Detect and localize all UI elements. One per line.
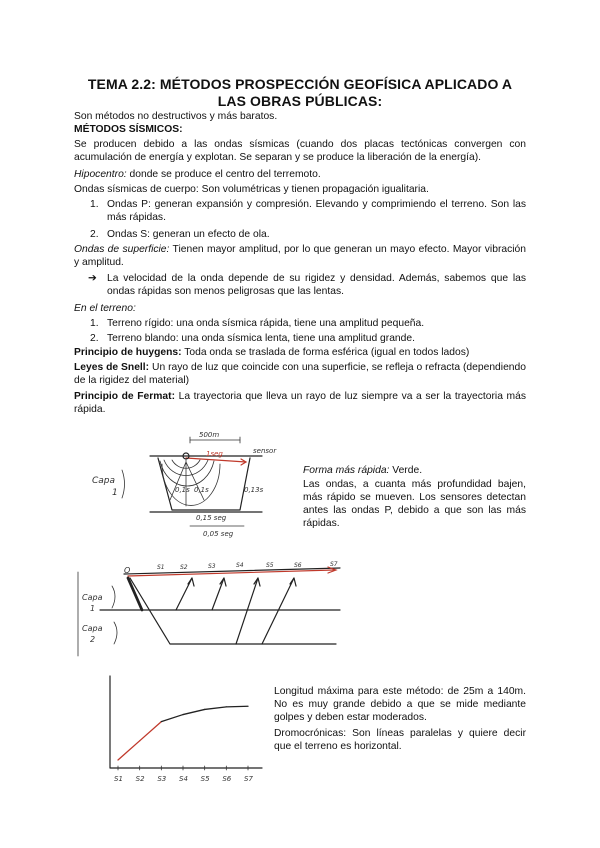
sketch1-value-3: 0,13s [244,486,264,494]
chart-line-segment-3 [161,715,183,722]
sketch2-sensor-s6: S6 [294,562,302,569]
sketch2-sensor-s3: S3 [208,563,216,570]
sketch1-value-1: 0,1s [175,486,190,494]
terreno-list-num-2: 2. [90,333,99,344]
chart-tick-label-s7: S7 [244,775,253,783]
velocidad-item: La velocidad de la onda depende de su rigidez y densidad. Además, sabemos que las ondas rápidas son menos peligrosas que las lentas. [107,273,526,297]
sketch2-sensor-s1: S1 [157,564,165,571]
chart-tick-label-s6: S6 [222,775,232,783]
sketch1-value-2: 0,1s [194,486,209,494]
chart-tick-label-s3: S3 [157,775,167,783]
terreno-list-item-1: Terreno rígido: una onda sísmica rápida, tiene una amplitud pequeña. [107,318,425,329]
sketch2-capa2-num: 2 [90,635,96,644]
huygens-label: Principio de huygens: [74,347,182,358]
chart-axes [110,676,262,768]
sketch2-sensor-s4: S4 [236,562,244,569]
sketch1-bottom-2: 0,05 seg [203,530,234,538]
huygens-text: Toda onda se traslada de forma esférica (igual en todos lados) [181,347,470,358]
sketch2-origin: O [124,566,131,575]
sketch2-sensor-s2: S2 [180,564,188,571]
chart-line-segment-2 [140,722,162,741]
sketch1-capa-label: Capa [92,476,116,486]
terreno-list-item-2: Terreno blando: una onda sísmica lenta, tiene una amplitud grande. [107,333,415,344]
sketch2-capa2-label: Capa [82,624,103,633]
sismicos-paragraph: Se producen debido a las ondas sísmicas (cuando dos placas tectónicas convergen con acumulación de energía y explotan. Se separan y se produce la liberación de la energía). [74,139,526,163]
forma-paragraph: Las ondas, a cuanta más profundidad bajen, más rápido se mueven. Los sensores detectan antes las ondas P, debido a que son las más rápidas. [303,479,526,529]
snell-text: Un rayo de luz que coincide con una superficie, se refleja o refracta (dependiendo de la rigidez del material) [74,362,526,386]
sismicos-heading: MÉTODOS SÍSMICOS: [74,124,183,135]
superficie-text: Tienen mayor amplitud, por lo que generan un mayo efecto. Mayor vibración y amplitud. [74,244,526,268]
forma-value: Verde. [389,465,423,476]
dromocronicas-paragraph: Dromocrónicas: Son líneas paralelas y quiere decir que el terreno es horizontal. [274,728,526,752]
chart-tick-label-s1: S1 [114,775,123,783]
superficie-label: Ondas de superficie: [74,244,170,255]
chart-line-segment-6 [226,706,248,707]
sketch2-sensor-s7: S7 [330,561,338,568]
terreno-label: En el terreno: [74,303,136,314]
cuerpo-line: Ondas sísmicas de cuerpo: Son volumétricas y tienen propagación igualitaria. [74,184,429,195]
cuerpo-list-item-1: Ondas P: generan expansión y compresión. Elevando y comprimiendo el terreno. Son las más rápidas. [107,199,526,223]
sketch2-capa1-label: Capa [82,593,103,602]
hipocentro-label: Hipocentro: [74,169,127,180]
arrow-bullet-icon: ➔ [88,273,97,284]
sketch1-top-dist: 500m [199,431,220,439]
sketch1-red-label: 1seg [206,450,223,458]
title-line-2: LAS OBRAS PÚBLICAS: [217,93,383,109]
chart-tick-label-s2: S2 [135,775,145,783]
chart-tick-label-s5: S5 [200,775,210,783]
fermat-label: Principio de Fermat: [74,391,176,402]
sketch1-capa-num: 1 [112,488,118,498]
forma-label: Forma más rápida: [303,465,390,476]
terreno-list-num-1: 1. [90,318,99,329]
chart-line-segment-4 [183,709,205,714]
longitud-paragraph: Longitud máxima para este método: de 25m a 140m. No es muy grande debido a que se mide mediante golpes y deben estar moderados. [274,686,526,723]
sketch2-capa1-num: 1 [90,604,96,613]
cuerpo-list-item-2: Ondas S: generan un efecto de ola. [107,229,270,240]
sketch1-sensor-label: sensor [253,447,277,455]
snell-label: Leyes de Snell: [74,362,150,373]
hipocentro-text: donde se produce el centro del terremoto. [126,169,321,180]
chart-line-segment-5 [205,707,227,710]
chart-line-segment-1 [118,741,140,760]
cuerpo-list-num-1: 1. [90,199,99,210]
cuerpo-list-num-2: 2. [90,229,99,240]
chart-tick-label-s4: S4 [179,775,188,783]
title-line-1: TEMA 2.2: MÉTODOS PROSPECCIÓN GEOFÍSICA APLICADO A [87,76,513,92]
sketch2-sensor-s5: S5 [266,562,274,569]
intro-text: Son métodos no destructivos y más baratos. [74,111,278,122]
fermat-text: La trayectoria que lleva un rayo de luz siempre va a ser la trayectoria más rápida. [74,391,526,415]
sketch1-bottom-1: 0,15 seg [196,514,227,522]
